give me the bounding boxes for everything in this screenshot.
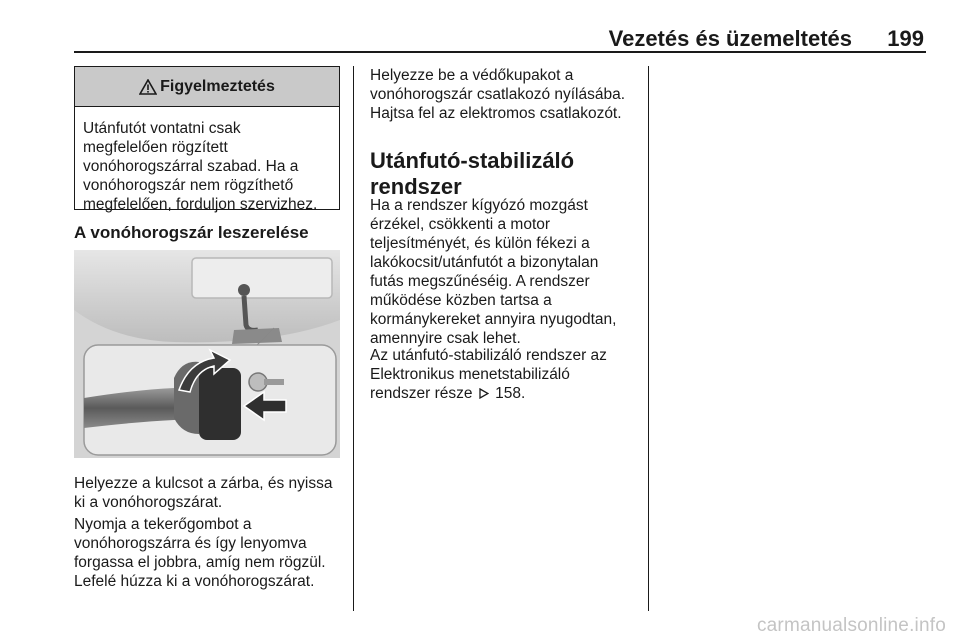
text-line: Elektronikus menetstabilizáló bbox=[370, 366, 570, 383]
arrow-reference-icon bbox=[479, 388, 489, 399]
paragraph-open-hook bbox=[74, 474, 344, 512]
warning-line: vonóhorogszárral szabad. Ha a bbox=[83, 158, 299, 175]
warning-line: megfelelően rögzített bbox=[83, 139, 228, 156]
paragraph-protective-cap bbox=[370, 66, 640, 123]
tow-hook-illustration bbox=[74, 250, 340, 458]
text-line: Lefelé húzza ki a vonóhorogszárat. bbox=[74, 573, 315, 590]
text-line: ki a vonóhorogszárat. bbox=[74, 494, 223, 511]
text-line: teljesítményét, és külön fékezi a bbox=[370, 235, 590, 252]
text-line: érzékel, csökkenti a motor bbox=[370, 216, 551, 233]
paragraph-remove-hook bbox=[74, 515, 344, 591]
text-line: Nyomja a tekerőgombot a bbox=[74, 516, 252, 533]
column-divider-right bbox=[648, 66, 649, 611]
text-line: működése közben tartsa a bbox=[370, 292, 552, 309]
heading-line: Utánfutó-stabilizáló bbox=[370, 148, 575, 173]
paragraph-stabilizer-description bbox=[370, 196, 640, 348]
warning-line: Utánfutót vontatni csak bbox=[83, 120, 241, 137]
header-rule bbox=[74, 51, 926, 53]
text-line: forgassa el jobbra, amíg nem rögzül. bbox=[74, 554, 326, 571]
warning-line: megfelelően, forduljon szervizhez. bbox=[83, 196, 318, 213]
warning-text bbox=[75, 107, 339, 214]
text-line: amennyire csak lehet. bbox=[370, 330, 521, 347]
warning-line: vonóhorogszár nem rögzíthető bbox=[83, 177, 294, 194]
section-heading-stabilizer bbox=[370, 148, 640, 200]
warning-triangle-icon bbox=[139, 79, 157, 95]
text-line: vonóhorogszár csatlakozó nyílásába. bbox=[370, 86, 626, 103]
section-heading-removal: A vonóhorogszár leszerelése bbox=[74, 223, 309, 242]
text-line: kormánykereket annyira nyugodtan, bbox=[370, 311, 617, 328]
reference-page-link[interactable]: 158. bbox=[495, 385, 526, 402]
text-line: Hajtsa fel az elektromos csatlakozót. bbox=[370, 105, 622, 122]
warning-box bbox=[74, 66, 340, 213]
text-line: Helyezze a kulcsot a zárba, és nyissa bbox=[74, 475, 333, 492]
text-line: lakókocsit/utánfutót a bizonytalan bbox=[370, 254, 599, 271]
text-line: vonóhorogszárra és így lenyomva bbox=[74, 535, 307, 552]
text-line bbox=[370, 384, 640, 403]
reference-prefix: rendszer része bbox=[370, 385, 473, 402]
warning-title: Figyelmeztetés bbox=[160, 77, 275, 95]
text-line: Helyezze be a védőkupakot a bbox=[370, 67, 574, 84]
header-title: Vezetés és üzemeltetés bbox=[608, 26, 852, 51]
warning-header bbox=[75, 67, 339, 107]
text-line: Az utánfutó-stabilizáló rendszer az bbox=[370, 347, 607, 364]
tow-hook-drawing bbox=[74, 250, 340, 458]
watermark: carmanualsonline.info bbox=[756, 615, 946, 636]
page-number: 199 bbox=[887, 26, 924, 51]
heading-line: rendszer bbox=[370, 174, 462, 199]
text-line: Ha a rendszer kígyózó mozgást bbox=[370, 197, 588, 214]
column-divider-left bbox=[353, 66, 354, 611]
paragraph-stabilizer-reference bbox=[370, 346, 640, 403]
text-line: futás megszűnéséig. A rendszer bbox=[370, 273, 590, 290]
